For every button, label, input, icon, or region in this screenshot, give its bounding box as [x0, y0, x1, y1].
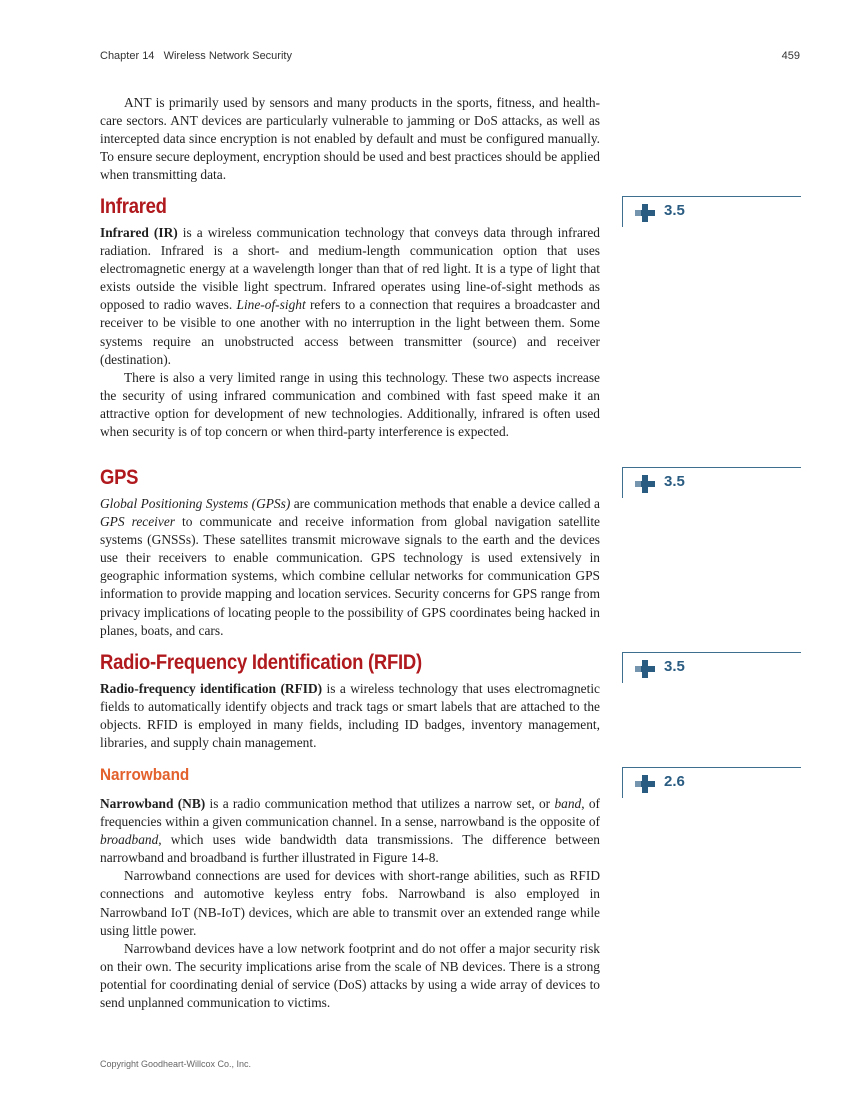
subsection-heading-narrowband: Narrowband	[100, 765, 190, 784]
infrared-paragraph-1: Infrared (IR) is a wireless communication technology that conveys data through infrared radiation. Infrared is a short- and medium-length communication option that uses electromagnetic energy at a wavelength longer than that of red light. It is a type of light that exists outside the visible light spectrum. Infrared operates using line-of-sight methods as opposed to radio waves. Line-of-sight refers to a connection that requires a broadcaster and receiver to be visible to one another with no interruption in the light between them. Some systems require an unobstructed access between transmitter (source) and receiver (destination).	[100, 225, 600, 367]
gps-receiver-term: GPS receiver	[100, 514, 175, 530]
objective-number: 3.5	[664, 473, 685, 490]
certification-objective-icon	[633, 660, 657, 678]
rfid-term: Radio-frequency identification (RFID)	[100, 681, 323, 696]
gps-body	[100, 495, 600, 640]
narrowband-term: Narrowband (NB)	[100, 796, 206, 811]
section-narrowband	[100, 765, 600, 785]
section-heading-infrared: Infrared	[100, 195, 167, 218]
narrowband-paragraph-1: Narrowband (NB) is a radio communication method that utilizes a narrow set, or band, of frequencies within a given communication channel. In a sense, narrowband is the opposite of broadband, which uses wide bandwidth data transmissions. The difference between narrowband and broadband is further illustrated in Figure 14-8.	[100, 796, 601, 866]
intro-paragraph: ANT is primarily used by sensors and many products in the sports, fitness, and health-care sectors. ANT devices are particularly vulnerable to jamming or DoS attacks, as well as intercepted data since encryption is not enabled by default and must be configured manually. To ensure secure deployment, encryption should be used and best practices should be applied when transmitting data.	[100, 95, 600, 183]
section-infrared	[100, 195, 600, 219]
certification-objective-icon	[633, 475, 657, 493]
infrared-term: Infrared (IR)	[100, 225, 178, 240]
objective-number: 2.6	[664, 773, 685, 790]
page-number: 459	[781, 50, 800, 62]
section-heading-rfid: Radio-Frequency Identification (RFID)	[100, 651, 422, 674]
line-of-sight-term: Line-of-sight	[236, 297, 306, 313]
gps-paragraph: Global Positioning Systems (GPSs) are communication methods that enable a device called a GPS receiver to communicate and receive information from global navigation satellite systems (GNSSs). These satellites transmit microwave signals to the earth and the devices use their receivers to enable communication. GPS technology is used extensively in geographic information systems, which combine cellular networks for communication GPS information to provide mapping and location services. Security concerns for GPS range from privacy implications of locating people to the possibility of GPS coordinates being hacked in planes, boats, and cars.	[100, 496, 601, 638]
infrared-paragraph-2: There is also a very limited range in using this technology. These two aspects increase the security of using infrared communication and combined with fast speed make it an attractive option for development of new technologies. Additionally, infrared is often used when security is of top concern or when third-party interference is expected.	[100, 369, 600, 440]
gps-term: Global Positioning Systems (GPSs)	[100, 496, 291, 511]
section-gps	[100, 466, 600, 490]
running-header	[100, 50, 800, 62]
objective-number: 3.5	[664, 658, 685, 675]
band-term: band	[554, 796, 582, 811]
narrowband-paragraph-2: Narrowband connections are used for devices with short-range abilities, such as RFID connections and automotive keyless entry fobs. Narrowband is also employed in Narrowband IoT (NB-IoT) devices, which are able to transmit over an extended range while using little power.	[100, 868, 600, 938]
chapter-label: Chapter 14	[100, 50, 155, 62]
section-rfid	[100, 651, 600, 675]
objective-marker	[622, 652, 801, 683]
section-heading-gps: GPS	[100, 466, 139, 489]
objective-marker	[622, 767, 801, 798]
infrared-body	[100, 224, 600, 441]
broadband-term: broadband	[100, 832, 159, 848]
intro-block	[100, 94, 600, 184]
chapter-title: Wireless Network Security	[163, 50, 292, 62]
objective-marker	[622, 196, 801, 227]
certification-objective-icon	[633, 204, 657, 222]
objective-marker	[622, 467, 801, 498]
objective-number: 3.5	[664, 202, 685, 219]
narrowband-body	[100, 795, 600, 1012]
certification-objective-icon	[633, 775, 657, 793]
copyright-footer: Copyright Goodheart-Willcox Co., Inc.	[100, 1059, 252, 1069]
rfid-body	[100, 680, 600, 752]
narrowband-paragraph-3: Narrowband devices have a low network footprint and do not offer a major security risk on their own. The security implications arise from the scale of NB devices. There is a strong potential for coordinating denial of service (DoS) attacks by using a wide array of devices to send unplanned communication to victims.	[100, 940, 600, 1011]
rfid-paragraph: Radio-frequency identification (RFID) is a wireless technology that uses electromagnetic fields to automatically identify objects and track tags or smart labels that are attached to the objects. RFID is employed in many fields, including ID badges, inventory management, libraries, and supply chain management.	[100, 681, 600, 751]
